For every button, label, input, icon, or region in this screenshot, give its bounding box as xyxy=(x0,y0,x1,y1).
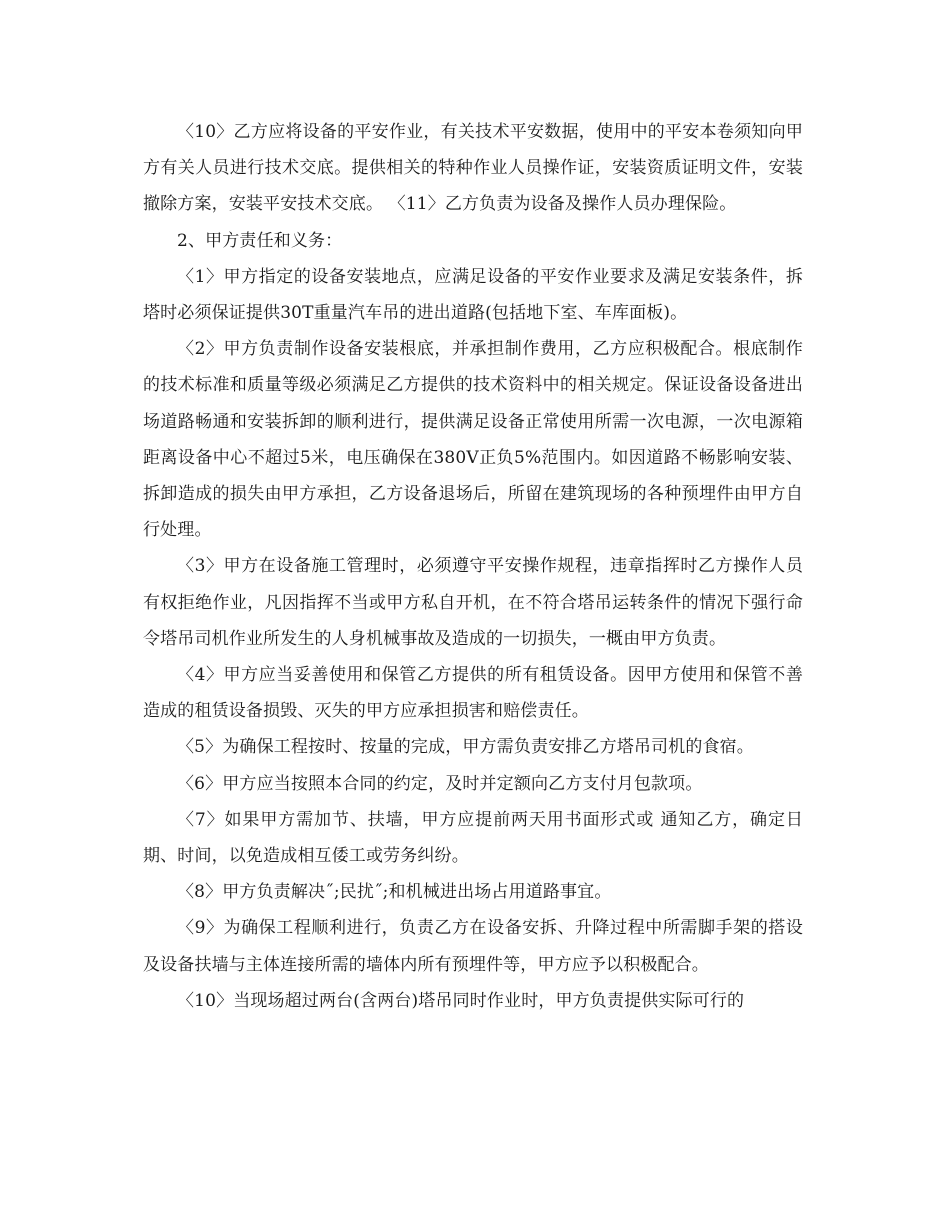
paragraph-jia-clause-9: 〈9〉为确保工程顺利进行，负责乙方在设备安拆、升降过程中所需脚手架的搭设及设备扶墙与主体连接所需的墙体内所有预埋件等，甲方应予以积极配合。 xyxy=(143,918,803,975)
paragraph-jia-clause-1: 〈1〉甲方指定的设备安装地点，应满足设备的平安作业要求及满足安装条件，拆塔时必须保证提供30T重量汽车吊的进出道路(包括地下室、车库面板)。 xyxy=(143,266,803,324)
document-body xyxy=(143,114,803,1019)
paragraph-jia-clause-4: 〈4〉甲方应当妥善使用和保管乙方提供的所有租赁设备。因甲方使用和保管不善造成的租赁设备损毁、灭失的甲方应承担损害和赔偿责任。 xyxy=(143,665,803,722)
heading-jia-responsibilities: 2、甲方责任和义务： xyxy=(177,230,343,251)
paragraph-jia-clause-2: 〈2〉甲方负责制作设备安装根底，并承担制作费用，乙方应积极配合。根底制作的技术标准和质量等级必须满足乙方提供的技术资料中的相关规定。保证设备设备进出场道路畅通和安装拆卸的顺利进行，提供满足设备正常使用所需一次电源，一次电源箱距离设备中心不超过5米，电压确保在380V正负5%范围内。如因道路不畅影响安装、拆卸造成的损失由甲方承担，乙方设备退场后，所留在建筑现场的各种预埋件由甲方自行处理。 xyxy=(143,339,803,541)
paragraph-jia-clause-10: 〈10〉当现场超过两台(含两台)塔吊同时作业时，甲方负责提供实际可行的 xyxy=(177,990,745,1011)
paragraph-jia-clause-7: 〈7〉如果甲方需加节、扶墙，甲方应提前两天用书面形式或 通知乙方，确定日期、时间，以免造成相互倭工或劳务纠纷。 xyxy=(143,809,803,867)
paragraph-jia-clause-3: 〈3〉甲方在设备施工管理时，必须遵守平安操作规程，违章指挥时乙方操作人员有权拒绝作业，凡因指挥不当或甲方私自开机，在不符合塔吊运转条件的情况下强行命令塔吊司机作业所发生的人身机械事故及造成的一切损失，一概由甲方负责。 xyxy=(143,556,803,649)
paragraph-jia-clause-5: 〈5〉为确保工程按时、按量的完成，甲方需负责安排乙方塔吊司机的食宿。 xyxy=(177,737,754,758)
paragraph-jia-clause-8: 〈8〉甲方负责解决˝;民扰˝;和机械进出场占用道路事宜。 xyxy=(177,882,612,903)
paragraph-jia-clause-6: 〈6〉甲方应当按照本合同的约定，及时并定额向乙方支付月包款项。 xyxy=(177,773,703,794)
paragraph-yi-clause-10-11: 〈10〉乙方应将设备的平安作业，有关技术平安数据，使用中的平安本卷须知向甲方有关人员进行技术交底。提供相关的特种作业人员操作证，安装资质证明文件，安装撤除方案，安装平安技术交底。 〈11〉乙方负责为设备及操作人员办理保险。 xyxy=(143,122,803,215)
